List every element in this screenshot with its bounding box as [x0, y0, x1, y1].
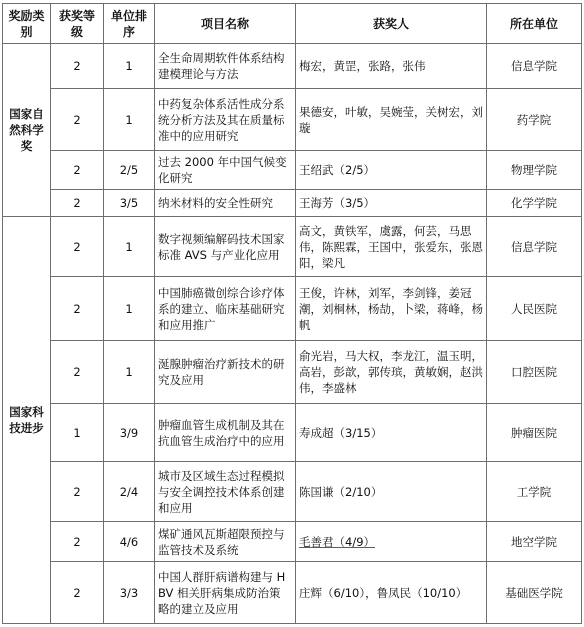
level-cell: 2 [51, 277, 104, 341]
rank-cell: 3/5 [104, 190, 155, 217]
project-cell: 数字视频编解码技术国家标准 AVS 与产业化应用 [155, 217, 296, 277]
winners-cell: 陈国谦（2/10） [296, 462, 487, 522]
header-level: 获奖等级 [51, 4, 104, 44]
project-cell: 纳米材料的安全性研究 [155, 190, 296, 217]
project-cell: 全生命周期软件体系结构建模理论与方法 [155, 44, 296, 89]
level-cell: 2 [51, 89, 104, 151]
level-cell: 2 [51, 190, 104, 217]
rank-cell: 4/6 [104, 522, 155, 562]
department-cell: 药学院 [487, 89, 582, 151]
project-cell: 中药复杂体系活性成分系统分析方法及其在质量标准中的应用研究 [155, 89, 296, 151]
project-cell: 中国肺癌微创综合诊疗体系的建立、临床基础研究和应用推广 [155, 277, 296, 341]
project-cell: 涎腺肿瘤治疗新技术的研究及应用 [155, 341, 296, 404]
level-cell: 2 [51, 562, 104, 624]
table-row [3, 44, 582, 89]
department-cell: 物理学院 [487, 151, 582, 190]
category-cell: 国家自然科学奖 [3, 44, 51, 217]
rank-cell: 3/3 [104, 562, 155, 624]
department-cell: 地空学院 [487, 522, 582, 562]
winners-cell: 寿成超（3/15） [296, 404, 487, 462]
winners-cell: 庄辉（6/10），鲁凤民（10/10） [296, 562, 487, 624]
level-cell: 2 [51, 151, 104, 190]
table-row [3, 462, 582, 522]
department-cell: 工学院 [487, 462, 582, 522]
department-cell: 人民医院 [487, 277, 582, 341]
header-category: 奖励类别 [3, 4, 51, 44]
rank-cell: 1 [104, 341, 155, 404]
rank-cell: 2/5 [104, 151, 155, 190]
table-row [3, 217, 582, 277]
department-cell: 肿瘤医院 [487, 404, 582, 462]
winners-cell: 俞光岩，马大权，李龙江，温玉明，高岩，彭歆，郭传瑸，黄敏娴，赵洪伟，李盛林 [296, 341, 487, 404]
winners-cell: 王俊，许林，刘军，李剑锋，姜冠潮，刘桐林，杨劼，卜梁，蒋峰，杨帆 [296, 277, 487, 341]
winners-cell [296, 522, 487, 562]
level-cell: 2 [51, 341, 104, 404]
level-cell: 2 [51, 462, 104, 522]
level-cell: 1 [51, 404, 104, 462]
header-row [3, 4, 582, 44]
table-row [3, 277, 582, 341]
rank-cell: 1 [104, 89, 155, 151]
project-cell: 肿瘤血管生成机制及其在抗血管生成治疗中的应用 [155, 404, 296, 462]
table-row [3, 404, 582, 462]
winners-cell: 梅宏，黄罡，张路，张伟 [296, 44, 487, 89]
header-project: 项目名称 [155, 4, 296, 44]
level-cell: 2 [51, 217, 104, 277]
project-cell: 煤矿通风瓦斯超限预控与监管技术及系统 [155, 522, 296, 562]
winners-cell: 高文，黄铁军，虞露，何芸，马思伟，陈熙霖，王国中，张爱东，张恩阳，梁凡 [296, 217, 487, 277]
department-cell: 信息学院 [487, 44, 582, 89]
winners-cell: 王绍武（2/5） [296, 151, 487, 190]
winners-cell: 王海芳（3/5） [296, 190, 487, 217]
rank-cell: 1 [104, 217, 155, 277]
rank-cell: 1 [104, 44, 155, 89]
header-winners: 获奖人 [296, 4, 487, 44]
header-rank: 单位排序 [104, 4, 155, 44]
table-row [3, 151, 582, 190]
table-row [3, 341, 582, 404]
level-cell: 2 [51, 44, 104, 89]
rank-cell: 3/9 [104, 404, 155, 462]
table-row [3, 190, 582, 217]
project-cell: 中国人群肝病谱构建与 HBV 相关肝病集成防治策略的建立及应用 [155, 562, 296, 624]
winners-text: 毛善君（4/9） [299, 534, 376, 549]
table-row [3, 89, 582, 151]
rank-cell: 2/4 [104, 462, 155, 522]
header-department: 所在单位 [487, 4, 582, 44]
category-cell: 国家科技进步 [3, 217, 51, 624]
table-row [3, 522, 582, 562]
department-cell: 化学学院 [487, 190, 582, 217]
project-cell: 城市及区域生态过程模拟与安全调控技术体系创建和应用 [155, 462, 296, 522]
department-cell: 信息学院 [487, 217, 582, 277]
awards-table [2, 3, 582, 624]
department-cell: 基础医学院 [487, 562, 582, 624]
rank-cell: 1 [104, 277, 155, 341]
level-cell: 2 [51, 522, 104, 562]
project-cell: 过去 2000 年中国气候变化研究 [155, 151, 296, 190]
table-row [3, 562, 582, 624]
department-cell: 口腔医院 [487, 341, 582, 404]
winners-cell: 果德安，叶敏，吴婉莹，关树宏，刘璇 [296, 89, 487, 151]
